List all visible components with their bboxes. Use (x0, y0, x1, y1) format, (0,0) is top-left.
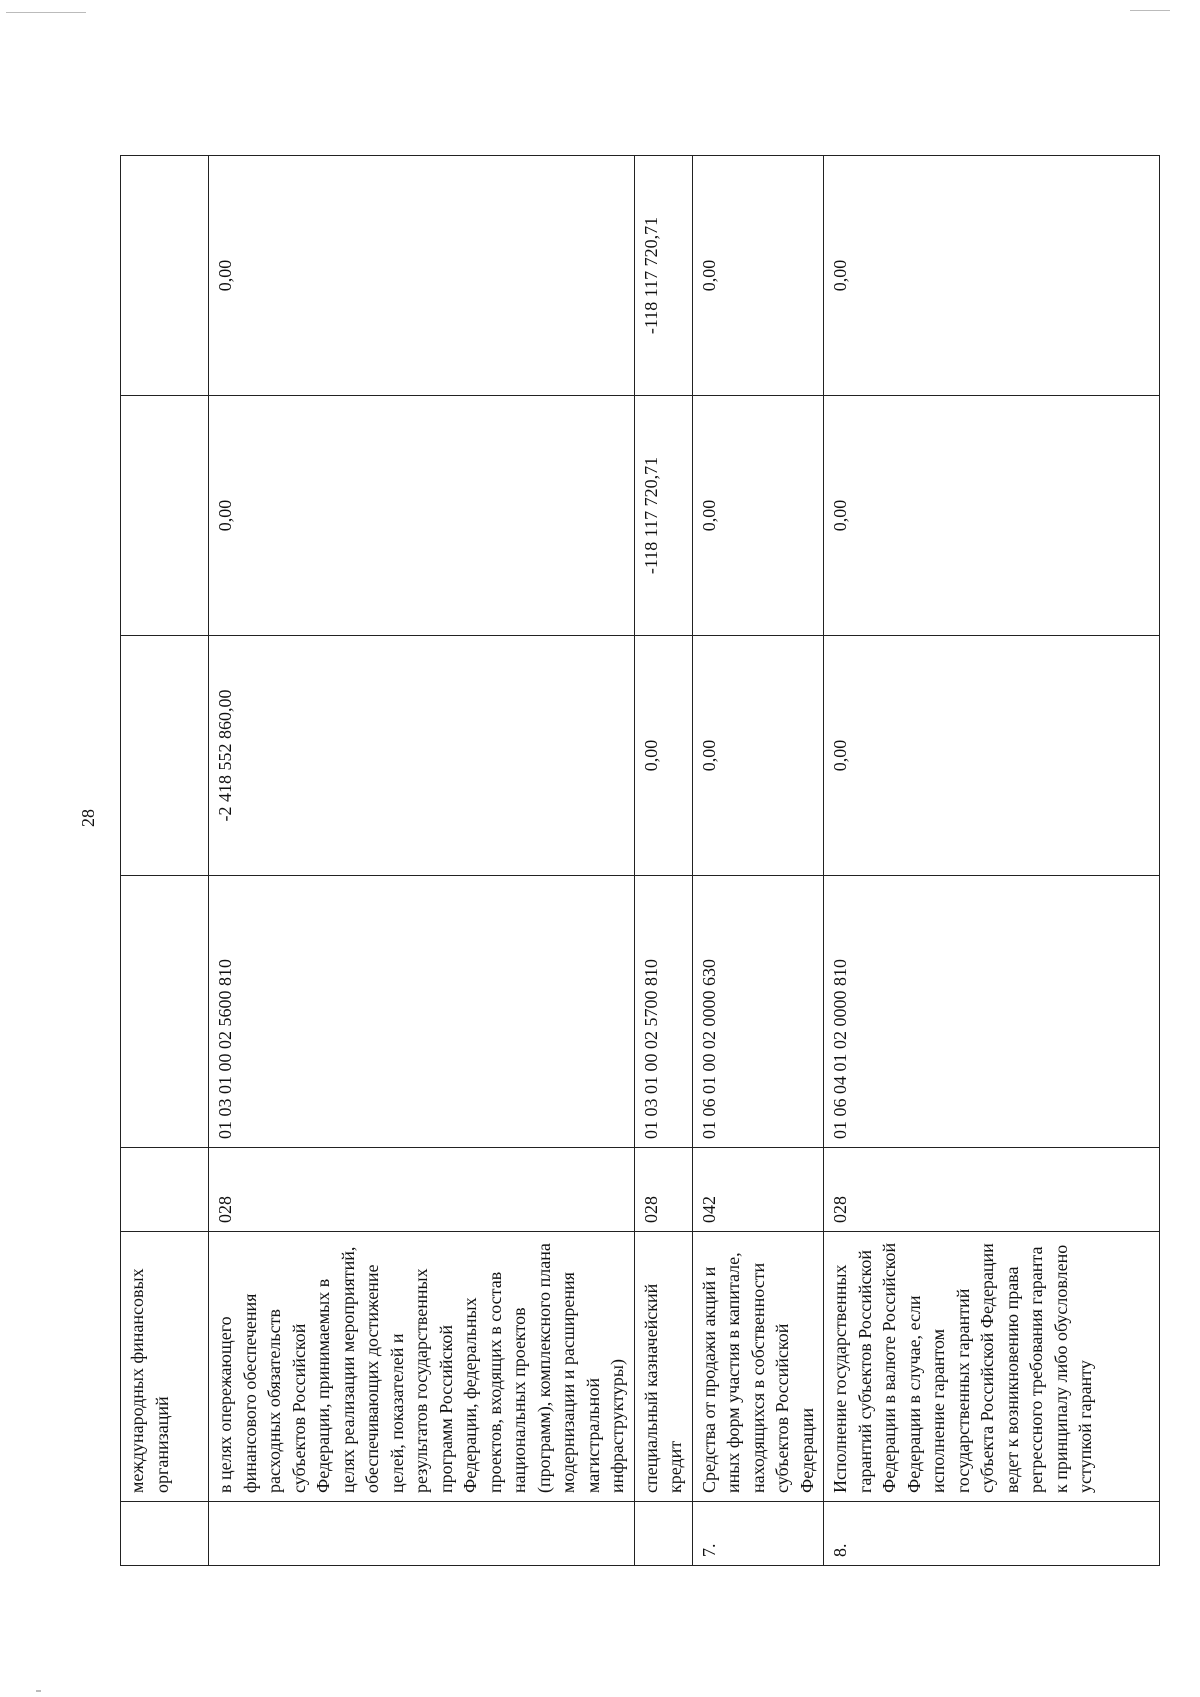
table-row (824, 156, 1160, 1566)
admin-code: 042 (692, 1148, 824, 1232)
table-row (121, 156, 209, 1566)
scan-artifact (36, 1690, 41, 1692)
value-col-3: 0,00 (209, 156, 635, 396)
table-row (692, 156, 824, 1566)
value-col-1: 0,00 (634, 636, 692, 876)
value-col-2: 0,00 (209, 396, 635, 636)
scan-artifact (1130, 10, 1170, 11)
value-col-2: 0,00 (824, 396, 1160, 636)
scan-artifact (6, 12, 86, 13)
row-number (121, 1502, 209, 1566)
row-number (209, 1502, 635, 1566)
value-col-1: -2 418 552 860,00 (209, 636, 635, 876)
row-name: в целях опережающего финансового обеспечения расходных обязательств субъектов Российской Федерации, принимаемых в целях реализации мероприятий, обеспечивающих достижение целей, показателей и результатов государственных программ Российской Федерации, федеральных проектов, входящих в состав национальных проектов (программ), комплексного плана модернизации и расширения магистральной инфраструктуры) (209, 1232, 635, 1502)
budget-classification-code (121, 876, 209, 1148)
row-name: специальный казначейский кредит (634, 1232, 692, 1502)
table-row (634, 156, 692, 1566)
row-name: международных финансовых организаций (121, 1232, 209, 1502)
table-row (209, 156, 635, 1566)
value-col-2: -118 117 720,71 (634, 396, 692, 636)
row-number (634, 1502, 692, 1566)
value-col-3: -118 117 720,71 (634, 156, 692, 396)
rotated-table-container (120, 156, 1095, 1566)
budget-classification-code: 01 03 01 00 02 5600 810 (209, 876, 635, 1148)
value-col-3: 0,00 (824, 156, 1160, 396)
budget-classification-code: 01 03 01 00 02 5700 810 (634, 876, 692, 1148)
row-name: Средства от продажи акций и иных форм участия в капитале, находящихся в собственности субъектов Российской Федерации (692, 1232, 824, 1502)
row-number: 7. (692, 1502, 824, 1566)
admin-code: 028 (634, 1148, 692, 1232)
value-col-1: 0,00 (692, 636, 824, 876)
value-col-3 (121, 156, 209, 396)
row-name: Исполнение государственных гарантий субъектов Российской Федерации в валюте Российской Федерации в случае, если исполнение гарантом государственных гарантий субъекта Российской Федерации ведет к возникновению права регрессного требования гаранта к принципалу либо обусловлено уступкой гаранту (824, 1232, 1160, 1502)
page-number: 28 (78, 809, 98, 827)
value-col-3: 0,00 (692, 156, 824, 396)
value-col-1: 0,00 (824, 636, 1160, 876)
row-number: 8. (824, 1502, 1160, 1566)
budget-classification-code: 01 06 01 00 02 0000 630 (692, 876, 824, 1148)
budget-classification-code: 01 06 04 01 02 0000 810 (824, 876, 1160, 1148)
admin-code: 028 (209, 1148, 635, 1232)
value-col-1 (121, 636, 209, 876)
sources-financing-table (120, 155, 1160, 1566)
value-col-2: 0,00 (692, 396, 824, 636)
value-col-2 (121, 396, 209, 636)
admin-code: 028 (824, 1148, 1160, 1232)
admin-code (121, 1148, 209, 1232)
